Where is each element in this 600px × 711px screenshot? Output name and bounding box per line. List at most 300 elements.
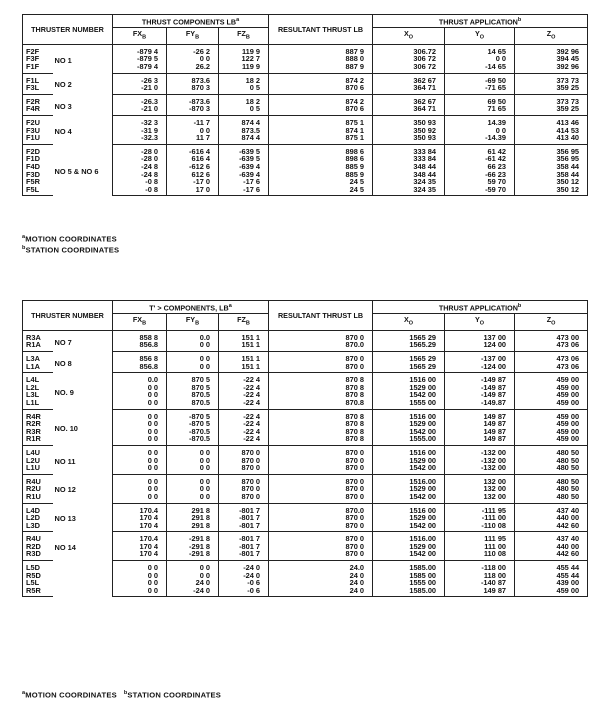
value-cell: -24 0 — [167, 587, 219, 597]
value-cell: -639 4 — [219, 163, 269, 171]
value-cell: 459 00 — [515, 587, 588, 597]
value-cell: 870 0 — [269, 363, 373, 373]
value-cell: 870 0 — [219, 493, 269, 503]
value-cell: 414 53 — [515, 127, 588, 135]
table-row — [23, 352, 588, 363]
value-cell: 473 06 — [515, 352, 588, 363]
value-cell: 856 8 — [113, 352, 167, 363]
value-cell: 333 84 — [373, 144, 445, 155]
value-cell: -24 8 — [113, 171, 167, 179]
value-cell: 71 65 — [445, 105, 515, 115]
value-cell: 442 60 — [515, 522, 588, 532]
value-cell: -17 0 — [167, 178, 219, 186]
value-cell: 356 95 — [515, 144, 588, 155]
jet-id-cell: F1L — [23, 73, 53, 84]
value-cell: -24 0 — [219, 572, 269, 580]
value-cell: -879 4 — [113, 63, 167, 73]
value-cell: 874 2 — [269, 73, 373, 84]
value-cell: 898 6 — [269, 144, 373, 155]
value-cell: 350 12 — [515, 186, 588, 196]
value-cell: 870 0 — [269, 493, 373, 503]
header-col: $FZ_B$ — [219, 314, 269, 330]
value-cell: 439 00 — [515, 579, 588, 587]
value-cell: 0.0 — [167, 330, 219, 341]
value-cell: 0 0 — [167, 572, 219, 580]
value-cell: 874 4 — [219, 134, 269, 144]
value-cell: 473 06 — [515, 363, 588, 373]
value-cell: 356 95 — [515, 155, 588, 163]
value-cell: -32 3 — [113, 115, 167, 126]
thruster-group-label: NO 11 — [53, 445, 113, 474]
jet-id-cell: L3L — [23, 391, 53, 399]
value-cell: 442 60 — [515, 550, 588, 560]
header-col: $FX_B$ — [113, 28, 167, 44]
value-cell: 870 0 — [269, 514, 373, 522]
jet-id-cell: R1R — [23, 435, 53, 445]
jet-id-cell: F3D — [23, 171, 53, 179]
value-cell: -17 6 — [219, 186, 269, 196]
value-cell: -26 3 — [113, 73, 167, 84]
value-cell: 870 8 — [269, 420, 373, 428]
value-cell: -140 87 — [445, 579, 515, 587]
thruster-table-2 — [22, 300, 587, 597]
value-cell: 459 00 — [515, 420, 588, 428]
value-cell: 132 00 — [445, 474, 515, 485]
value-cell: -149 87 — [445, 391, 515, 399]
thruster-group-label: NO 7 — [53, 330, 113, 351]
jet-id-cell: R1U — [23, 493, 53, 503]
value-cell: 149 87 — [445, 587, 515, 597]
value-cell: 0 0 — [113, 409, 167, 420]
value-cell: 0 0 — [113, 561, 167, 572]
value-cell: 856.8 — [113, 363, 167, 373]
value-cell: 306.72 — [373, 44, 445, 55]
jet-id-cell: F1F — [23, 63, 53, 73]
value-cell: 874 4 — [219, 115, 269, 126]
value-cell: 437 40 — [515, 532, 588, 543]
value-cell: 1555 00 — [373, 399, 445, 409]
value-cell: 885 9 — [269, 163, 373, 171]
value-cell: 1529 00 — [373, 543, 445, 551]
jet-id-cell: R3A — [23, 330, 53, 341]
value-cell: 459 00 — [515, 428, 588, 436]
thruster-table-1 — [22, 14, 587, 196]
value-cell: 17 0 — [167, 186, 219, 196]
value-cell: 870 0 — [269, 474, 373, 485]
value-cell: 18 2 — [219, 73, 269, 84]
value-cell: 151 1 — [219, 363, 269, 373]
value-cell: 151 1 — [219, 330, 269, 341]
value-cell: 149 87 — [445, 409, 515, 420]
value-cell: 0 0 — [113, 399, 167, 409]
value-cell: -291 8 — [167, 550, 219, 560]
value-cell: 480 50 — [515, 457, 588, 465]
value-cell: 1585 00 — [373, 572, 445, 580]
value-cell: 69 50 — [445, 94, 515, 105]
value-cell: -11 7 — [167, 115, 219, 126]
value-cell: 459 00 — [515, 409, 588, 420]
value-cell: 1542 00 — [373, 464, 445, 474]
table-body — [23, 44, 588, 196]
value-cell: 1529 00 — [373, 485, 445, 493]
value-cell: 870 8 — [269, 435, 373, 445]
value-cell: 1516.00 — [373, 532, 445, 543]
value-cell: 870.5 — [167, 391, 219, 399]
value-cell: 0 0 — [167, 485, 219, 493]
value-cell: 0 0 — [113, 572, 167, 580]
value-cell: 437 40 — [515, 503, 588, 514]
value-cell: 151 1 — [219, 352, 269, 363]
value-cell: 66 23 — [445, 163, 515, 171]
value-cell: 870 0 — [269, 457, 373, 465]
value-cell: -22 4 — [219, 435, 269, 445]
value-cell: 870 5 — [167, 384, 219, 392]
value-cell: 392 96 — [515, 44, 588, 55]
jet-id-cell: R4U — [23, 532, 53, 543]
value-cell: 856.8 — [113, 341, 167, 351]
value-cell: 870 0 — [269, 522, 373, 532]
value-cell: -26.3 — [113, 94, 167, 105]
value-cell: 170.4 — [113, 503, 167, 514]
value-cell: 0 0 — [113, 445, 167, 456]
value-cell: -59 70 — [445, 186, 515, 196]
value-cell: 870 6 — [269, 105, 373, 115]
value-cell: 1542 00 — [373, 550, 445, 560]
value-cell: 0 0 — [167, 464, 219, 474]
value-cell: 1555 00 — [373, 579, 445, 587]
value-cell: 0 0 — [113, 384, 167, 392]
value-cell: -0 8 — [113, 186, 167, 196]
value-cell: -28 0 — [113, 144, 167, 155]
value-cell: 359 25 — [515, 105, 588, 115]
value-cell: 1565 29 — [373, 352, 445, 363]
jet-id-cell: R4R — [23, 409, 53, 420]
value-cell: 870 8 — [269, 373, 373, 384]
value-cell: 1516.00 — [373, 474, 445, 485]
value-cell: -21 0 — [113, 84, 167, 94]
value-cell: -801 7 — [219, 514, 269, 522]
value-cell: 874 1 — [269, 127, 373, 135]
value-cell: 132 00 — [445, 493, 515, 503]
thruster-group-label: NO 8 — [53, 352, 113, 373]
value-cell: -22 4 — [219, 384, 269, 392]
value-cell: 480 50 — [515, 493, 588, 503]
value-cell: -0 6 — [219, 579, 269, 587]
value-cell: 362 67 — [373, 94, 445, 105]
value-cell: 373 73 — [515, 73, 588, 84]
value-cell: 14.39 — [445, 115, 515, 126]
value-cell: 350 93 — [373, 115, 445, 126]
value-cell: 870 8 — [269, 428, 373, 436]
value-cell: -17 6 — [219, 178, 269, 186]
value-cell: 870 0 — [219, 445, 269, 456]
jet-id-cell: R2U — [23, 485, 53, 493]
value-cell: 0 0 — [445, 127, 515, 135]
header-col: $FX_B$ — [113, 314, 167, 330]
value-cell: -639 4 — [219, 171, 269, 179]
jet-id-cell: L2U — [23, 457, 53, 465]
value-cell: 870 8 — [269, 409, 373, 420]
value-cell: 440 00 — [515, 543, 588, 551]
value-cell: 0 0 — [167, 493, 219, 503]
value-cell: -870.5 — [167, 435, 219, 445]
jet-id-cell: F3U — [23, 127, 53, 135]
value-cell: 1516 00 — [373, 445, 445, 456]
value-cell: 61 42 — [445, 144, 515, 155]
value-cell: 18 2 — [219, 94, 269, 105]
value-cell: 0 0 — [167, 561, 219, 572]
header-thrust-components: THRUST COMPONENTS $LB^a$ — [113, 15, 269, 28]
value-cell: 306 72 — [373, 63, 445, 73]
header-thrust-application: THRUST APPLICATION$^b$ — [373, 15, 588, 28]
value-cell: 870 0 — [269, 445, 373, 456]
jet-id-cell: F2D — [23, 144, 53, 155]
value-cell: 870 0 — [219, 485, 269, 493]
value-cell: 394 45 — [515, 55, 588, 63]
value-cell: 870 0 — [269, 464, 373, 474]
value-cell: 870.5 — [167, 399, 219, 409]
value-cell: -118 00 — [445, 561, 515, 572]
value-cell: 350 93 — [373, 134, 445, 144]
value-cell: 870 0 — [219, 474, 269, 485]
value-cell: 358 44 — [515, 163, 588, 171]
value-cell: 0 0 — [113, 579, 167, 587]
value-cell: 1542 00 — [373, 428, 445, 436]
value-cell: 870.8 — [269, 399, 373, 409]
jet-id-cell: L5L — [23, 579, 53, 587]
value-cell: 291 8 — [167, 503, 219, 514]
value-cell: -22 4 — [219, 428, 269, 436]
jet-id-cell: F5L — [23, 186, 53, 196]
value-cell: 898 6 — [269, 155, 373, 163]
value-cell: -111 00 — [445, 514, 515, 522]
value-cell: -14.39 — [445, 134, 515, 144]
table-row — [23, 445, 588, 456]
jet-id-cell: R3R — [23, 428, 53, 436]
value-cell: 170 4 — [113, 514, 167, 522]
value-cell: 858 8 — [113, 330, 167, 341]
value-cell: 0 0 — [113, 420, 167, 428]
value-cell: 0 0 — [113, 493, 167, 503]
value-cell: -873.6 — [167, 94, 219, 105]
header-resultant-thrust: RESULTANT THRUST LB — [269, 15, 373, 45]
value-cell: -291 8 — [167, 532, 219, 543]
value-cell: -639 5 — [219, 155, 269, 163]
value-cell: 324 35 — [373, 186, 445, 196]
thruster-group-label: NO 4 — [53, 115, 113, 144]
table-row — [23, 115, 588, 126]
jet-id-cell: L4D — [23, 503, 53, 514]
value-cell: 1529 00 — [373, 457, 445, 465]
value-cell: 873.6 — [167, 73, 219, 84]
thruster-group-label: NO. 10 — [53, 409, 113, 445]
thruster-group-label: NO 3 — [53, 94, 113, 115]
value-cell: 480 50 — [515, 464, 588, 474]
value-cell: 1542 00 — [373, 493, 445, 503]
value-cell: 0 0 — [113, 391, 167, 399]
value-cell: 170 4 — [113, 543, 167, 551]
value-cell: 870 3 — [167, 84, 219, 94]
value-cell: 874 2 — [269, 94, 373, 105]
thruster-group-label: NO 13 — [53, 503, 113, 532]
footnote-a: $^a$MOTION COORDINATES — [22, 234, 117, 244]
value-cell: 0 0 — [167, 457, 219, 465]
value-cell: -149 87 — [445, 373, 515, 384]
value-cell: 870 6 — [269, 84, 373, 94]
value-cell: 0 0 — [167, 352, 219, 363]
value-cell: -132 00 — [445, 457, 515, 465]
value-cell: 413 46 — [515, 115, 588, 126]
jet-id-cell: L2D — [23, 514, 53, 522]
value-cell: 0 0 — [167, 341, 219, 351]
value-cell: 0 0 — [113, 587, 167, 597]
value-cell: 885 9 — [269, 171, 373, 179]
value-cell: 473 00 — [515, 330, 588, 341]
value-cell: 413 40 — [515, 134, 588, 144]
jet-id-cell: L4U — [23, 445, 53, 456]
value-cell: 350 12 — [515, 178, 588, 186]
value-cell: -0 6 — [219, 587, 269, 597]
value-cell: 1555.00 — [373, 435, 445, 445]
value-cell: -22 4 — [219, 373, 269, 384]
value-cell: -870 5 — [167, 409, 219, 420]
jet-id-cell: L5D — [23, 561, 53, 572]
value-cell: 350 92 — [373, 127, 445, 135]
value-cell: 0.0 — [113, 373, 167, 384]
value-cell: 26.2 — [167, 63, 219, 73]
jet-id-cell: R2D — [23, 543, 53, 551]
value-cell: -612 6 — [167, 163, 219, 171]
value-cell: 873.5 — [219, 127, 269, 135]
header-col: $Y_O$ — [445, 314, 515, 330]
value-cell: 875 1 — [269, 115, 373, 126]
value-cell: -21 0 — [113, 105, 167, 115]
value-cell: -801 7 — [219, 503, 269, 514]
value-cell: 459 00 — [515, 399, 588, 409]
jet-id-cell: L4L — [23, 373, 53, 384]
value-cell: 459 00 — [515, 384, 588, 392]
thruster-group-label: NO 5 & NO 6 — [53, 144, 113, 196]
value-cell: -870 3 — [167, 105, 219, 115]
value-cell: 119 9 — [219, 63, 269, 73]
value-cell: 291 8 — [167, 514, 219, 522]
value-cell: 111 00 — [445, 543, 515, 551]
value-cell: 149 87 — [445, 428, 515, 436]
value-cell: 132 00 — [445, 485, 515, 493]
footnote-b: $^b$STATION COORDINATES — [22, 245, 120, 255]
value-cell: 24 0 — [269, 572, 373, 580]
value-cell: -66 23 — [445, 171, 515, 179]
header-thruster-number: THRUSTER NUMBER — [23, 15, 113, 45]
jet-id-cell: L3D — [23, 522, 53, 532]
header-col: $X_O$ — [373, 28, 445, 44]
value-cell: 1585.00 — [373, 587, 445, 597]
value-cell: 888 0 — [269, 55, 373, 63]
value-cell: 170.4 — [113, 532, 167, 543]
jet-id-cell: R5R — [23, 587, 53, 597]
value-cell: 358 44 — [515, 171, 588, 179]
value-cell: 870.0 — [269, 341, 373, 351]
value-cell: 870 0 — [269, 485, 373, 493]
value-cell: 122 7 — [219, 55, 269, 63]
jet-id-cell: F2F — [23, 44, 53, 55]
value-cell: 110 08 — [445, 550, 515, 560]
value-cell: 306 72 — [373, 55, 445, 63]
value-cell: -132 00 — [445, 445, 515, 456]
value-cell: -137 00 — [445, 352, 515, 363]
value-cell: 170 4 — [113, 522, 167, 532]
value-cell: 0 0 — [113, 457, 167, 465]
value-cell: 870 8 — [269, 391, 373, 399]
value-cell: 0 0 — [113, 464, 167, 474]
value-cell: 0 0 — [113, 474, 167, 485]
value-cell: 0 0 — [445, 55, 515, 63]
value-cell: 480 50 — [515, 485, 588, 493]
value-cell: -879 4 — [113, 44, 167, 55]
header-thrust-application: THRUST APPLICATION$^b$ — [373, 301, 588, 314]
value-cell: -124 00 — [445, 363, 515, 373]
value-cell: 149 87 — [445, 420, 515, 428]
value-cell: -616 4 — [167, 144, 219, 155]
jet-id-cell: L2L — [23, 384, 53, 392]
value-cell: 455 44 — [515, 572, 588, 580]
value-cell: 0 0 — [113, 435, 167, 445]
value-cell: -149 87 — [445, 384, 515, 392]
footnote-ab: $^a$MOTION COORDINATES $^b$STATION COORDINATES — [22, 690, 222, 700]
value-cell: -22 4 — [219, 420, 269, 428]
value-cell: 480 50 — [515, 445, 588, 456]
value-cell: 1529 00 — [373, 420, 445, 428]
jet-id-cell: L1A — [23, 363, 53, 373]
jet-id-cell: F5R — [23, 178, 53, 186]
value-cell: 24 0 — [269, 579, 373, 587]
value-cell: 887 9 — [269, 44, 373, 55]
value-cell: -14 65 — [445, 63, 515, 73]
value-cell: 111 95 — [445, 532, 515, 543]
value-cell: 24.0 — [269, 561, 373, 572]
jet-id-cell: R4U — [23, 474, 53, 485]
value-cell: -71 65 — [445, 84, 515, 94]
jet-id-cell: F1U — [23, 134, 53, 144]
jet-id-cell: F1D — [23, 155, 53, 163]
value-cell: 24 0 — [167, 579, 219, 587]
value-cell: 870 0 — [219, 457, 269, 465]
value-cell: 333 84 — [373, 155, 445, 163]
value-cell: 124 00 — [445, 341, 515, 351]
value-cell: 870 0 — [269, 550, 373, 560]
value-cell: 0 0 — [167, 127, 219, 135]
value-cell: -291 8 — [167, 543, 219, 551]
value-cell: 459 00 — [515, 391, 588, 399]
jet-id-cell: F2U — [23, 115, 53, 126]
value-cell: 0 5 — [219, 105, 269, 115]
value-cell: 11 7 — [167, 134, 219, 144]
value-cell: 440 00 — [515, 514, 588, 522]
value-cell: 870 5 — [167, 373, 219, 384]
value-cell: -24 8 — [113, 163, 167, 171]
value-cell: 1585.00 — [373, 561, 445, 572]
value-cell: 359 25 — [515, 84, 588, 94]
value-cell: -69 50 — [445, 73, 515, 84]
value-cell: 1542 00 — [373, 522, 445, 532]
value-cell: -801 7 — [219, 550, 269, 560]
value-cell: -28 0 — [113, 155, 167, 163]
value-cell: -22 4 — [219, 399, 269, 409]
value-cell: 24 5 — [269, 186, 373, 196]
value-cell: -870 5 — [167, 420, 219, 428]
value-cell: -31 9 — [113, 127, 167, 135]
value-cell: 348 44 — [373, 171, 445, 179]
